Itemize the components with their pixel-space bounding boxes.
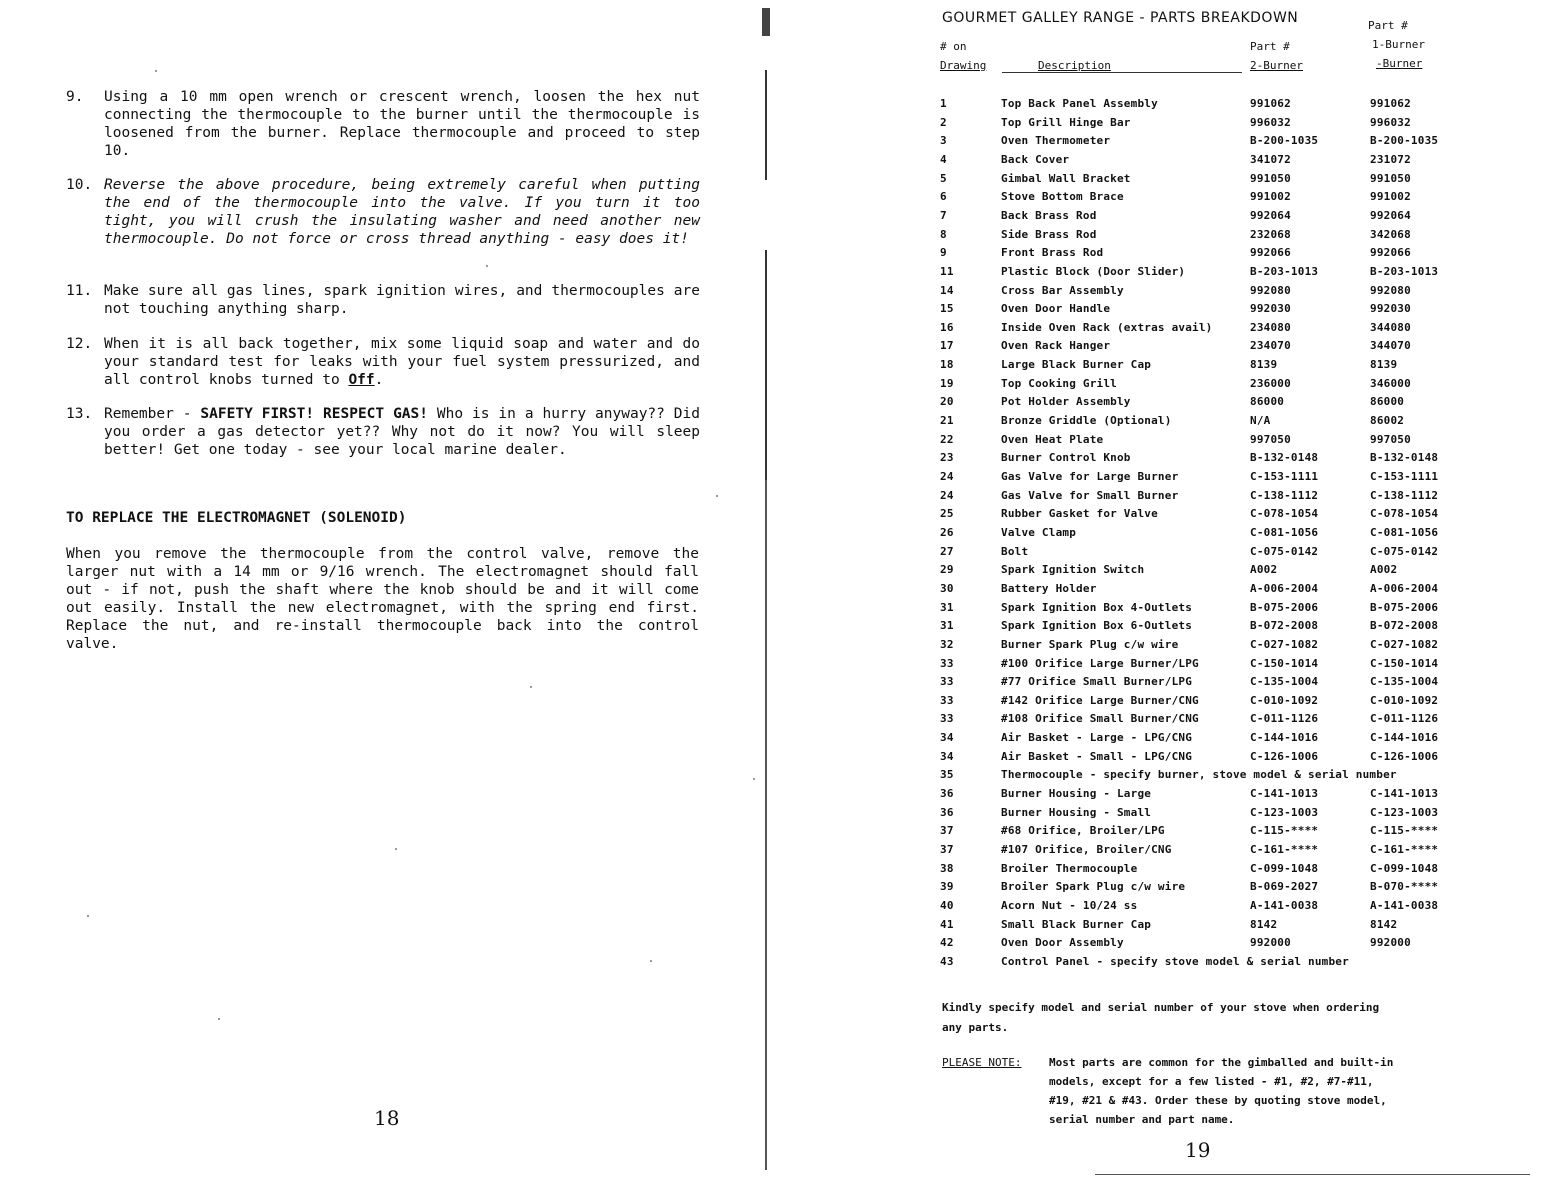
part-number-2-burner: B-072-2008: [1250, 619, 1319, 633]
step-number: 11.: [66, 283, 93, 299]
part-number-2-burner: 8139: [1250, 358, 1278, 372]
part-number-1-burner: 86002: [1370, 414, 1405, 427]
step-number: 9.: [66, 89, 84, 105]
part-description: Oven Door Assembly: [1001, 936, 1124, 950]
part-number-1-burner: C-126-1006: [1370, 749, 1439, 763]
part-number-1-burner: 992030: [1370, 302, 1411, 316]
section-heading: TO REPLACE THE ELECTROMAGNET (SOLENOID): [66, 510, 407, 526]
part-drawing-number: 36: [940, 805, 954, 819]
part-number-1-burner: 996032: [1370, 115, 1411, 129]
part-description: #77 Orifice Small Burner/LPG: [1001, 675, 1193, 689]
spine-line: [765, 480, 767, 1170]
part-number-2-burner: 991062: [1250, 97, 1291, 110]
part-description: Bolt: [1001, 544, 1029, 558]
part-description: Back Brass Rod: [1001, 208, 1097, 222]
header-num-line2: Drawing: [940, 59, 987, 72]
part-number-1-burner: 344070: [1370, 339, 1411, 353]
part-number-2-burner: 8142: [1250, 917, 1278, 931]
part-number-1-burner: B-070-****: [1370, 880, 1439, 894]
part-number-2-burner: 991050: [1250, 171, 1291, 185]
part-number-2-burner: 232068: [1250, 227, 1291, 241]
part-drawing-number: 11: [940, 264, 954, 278]
header-p1-line2: -Burner: [1376, 57, 1423, 70]
step-text: Using a 10 mm open wrench or crescent wrench, loosen the hex nut connecting the thermocouple to the burner until the thermocouple is loosened from the burner. Replace thermocouple and proceed to step 10.: [104, 89, 709, 159]
part-description: Burner Control Knob: [1001, 451, 1131, 465]
part-number-2-burner: A-006-2004: [1250, 581, 1319, 595]
part-number-1-burner: 86000: [1370, 395, 1405, 409]
part-description: Cross Bar Assembly: [1001, 283, 1124, 297]
step-text: [104, 335, 709, 389]
header-p1-line1: 1-Burner: [1372, 38, 1425, 51]
part-description: Inside Oven Rack (extras avail): [1001, 320, 1213, 334]
part-description: Battery Holder: [1001, 581, 1097, 595]
part-number-2-burner: C-150-1014: [1250, 656, 1319, 670]
part-description: Top Back Panel Assembly: [1001, 97, 1158, 110]
step-10: [66, 176, 709, 266]
part-drawing-number: 20: [940, 395, 954, 409]
page-number: 19: [1185, 1138, 1211, 1162]
part-drawing-number: 34: [940, 731, 954, 745]
kindly-line-2: any parts.: [942, 1021, 1009, 1034]
part-drawing-number: 22: [940, 432, 954, 446]
part-number-2-burner: C-011-1126: [1250, 712, 1319, 726]
part-description: Spark Ignition Switch: [1001, 563, 1145, 577]
step-11: [66, 282, 709, 322]
part-number-2-burner: 992064: [1250, 208, 1291, 222]
part-number-1-burner: C-115-****: [1370, 824, 1439, 838]
part-number-2-burner: B-075-2006: [1250, 600, 1319, 614]
step-12: [66, 335, 709, 390]
part-number-1-burner: C-123-1003: [1370, 805, 1439, 819]
part-drawing-number: 35: [940, 768, 954, 782]
part-drawing-number: 27: [940, 544, 954, 558]
part-number-2-burner: C-141-1013: [1250, 787, 1319, 800]
part-description: Acorn Nut - 10/24 ss: [1001, 898, 1138, 912]
part-drawing-number: 34: [940, 749, 954, 763]
part-number-2-burner: C-135-1004: [1250, 675, 1319, 689]
part-number-2-burner: C-027-1082: [1250, 637, 1319, 651]
header-description: Description: [1038, 59, 1111, 72]
part-number-1-burner: C-161-****: [1370, 843, 1439, 856]
part-description: Rubber Gasket for Valve: [1001, 507, 1158, 521]
part-drawing-number: 17: [940, 339, 954, 353]
speck: [650, 960, 652, 962]
part-number-1-burner: 992064: [1370, 208, 1411, 222]
part-drawing-number: 5: [940, 171, 947, 185]
part-number-2-burner: C-078-1054: [1250, 507, 1319, 521]
part-drawing-number: 7: [940, 208, 947, 222]
right-page: [770, 0, 1547, 1199]
part-drawing-number: 30: [940, 581, 954, 595]
part-description: #142 Orifice Large Burner/CNG: [1001, 693, 1199, 707]
part-drawing-number: 2: [940, 115, 947, 129]
part-drawing-number: 21: [940, 414, 954, 427]
part-description: Burner Housing - Large: [1001, 787, 1152, 800]
speck: [218, 1018, 220, 1020]
part-drawing-number: 37: [940, 824, 954, 838]
left-page: [0, 0, 765, 1199]
speck: [155, 70, 157, 72]
part-number-1-burner: C-138-1112: [1370, 488, 1439, 502]
part-description: Air Basket - Small - LPG/CNG: [1001, 749, 1193, 763]
part-drawing-number: 39: [940, 880, 954, 894]
part-drawing-number: 31: [940, 619, 954, 633]
part-drawing-number: 15: [940, 302, 954, 316]
note-line-4: serial number and part name.: [1049, 1113, 1235, 1126]
part-drawing-number: 38: [940, 861, 954, 875]
part-drawing-number: 31: [940, 600, 954, 614]
speck: [87, 915, 89, 917]
spine-line: [765, 250, 767, 480]
part-drawing-number: 24: [940, 488, 954, 502]
part-description: Oven Door Handle: [1001, 302, 1111, 316]
part-drawing-number: 37: [940, 843, 954, 856]
part-drawing-number: 40: [940, 898, 954, 912]
part-number-2-burner: C-075-0142: [1250, 544, 1319, 558]
part-number-2-burner: C-010-1092: [1250, 693, 1319, 707]
part-drawing-number: 32: [940, 637, 954, 651]
part-description: Stove Bottom Brace: [1001, 190, 1124, 204]
part-number-2-burner: C-081-1056: [1250, 526, 1319, 539]
part-drawing-number: 23: [940, 451, 954, 465]
part-drawing-number: 29: [940, 563, 954, 577]
part-number-1-burner: B-075-2006: [1370, 600, 1439, 614]
part-description: Thermocouple - specify burner, stove model & serial number: [1001, 768, 1397, 782]
part-description: Gas Valve for Small Burner: [1001, 488, 1179, 502]
step-text-body: When it is all back together, mix some liquid soap and water and do your standard test for leaks with your fuel system pressurized, and all control knobs turned to: [104, 336, 709, 388]
part-drawing-number: 25: [940, 507, 954, 521]
part-number-1-burner: C-141-1013: [1370, 787, 1439, 800]
part-description: Oven Thermometer: [1001, 134, 1111, 148]
part-drawing-number: 36: [940, 787, 954, 800]
part-number-2-burner: B-069-2027: [1250, 880, 1319, 894]
part-drawing-number: 18: [940, 358, 954, 372]
bottom-rule: [1095, 1174, 1530, 1175]
part-number-1-burner: C-078-1054: [1370, 507, 1439, 521]
part-number-1-burner: B-203-1013: [1370, 264, 1439, 278]
part-description: #100 Orifice Large Burner/LPG: [1001, 656, 1199, 670]
part-description: #108 Orifice Small Burner/CNG: [1001, 712, 1199, 726]
note-line-2: models, except for a few listed - #1, #2, #7-#11,: [1049, 1075, 1374, 1088]
part-number-2-burner: C-161-****: [1250, 843, 1319, 856]
part-number-2-burner: 86000: [1250, 395, 1285, 409]
part-number-1-burner: C-010-1092: [1370, 693, 1439, 707]
part-number-1-burner: C-081-1056: [1370, 526, 1439, 539]
part-drawing-number: 14: [940, 283, 954, 297]
part-drawing-number: 24: [940, 470, 954, 483]
part-number-2-burner: C-126-1006: [1250, 749, 1319, 763]
page-number: 18: [374, 1106, 400, 1130]
speck: [395, 848, 397, 850]
part-number-1-burner: 992080: [1370, 283, 1411, 297]
part-description: Gimbal Wall Bracket: [1001, 171, 1131, 185]
safety-emphasis: SAFETY FIRST! RESPECT GAS!: [200, 406, 428, 422]
part-description: Bronze Griddle (Optional): [1001, 414, 1172, 427]
part-drawing-number: 33: [940, 656, 954, 670]
part-number-1-burner: A-006-2004: [1370, 581, 1439, 595]
part-drawing-number: 8: [940, 227, 947, 241]
part-number-2-burner: 234070: [1250, 339, 1291, 353]
part-number-1-burner: C-135-1004: [1370, 675, 1439, 689]
part-number-2-burner: C-138-1112: [1250, 488, 1319, 502]
step-number: 10.: [66, 177, 93, 193]
speck: [486, 265, 488, 267]
part-description: Gas Valve for Large Burner: [1001, 470, 1179, 483]
part-description: Front Brass Rod: [1001, 246, 1104, 260]
part-number-1-burner: 992000: [1370, 936, 1411, 950]
part-number-2-burner: 992030: [1250, 302, 1291, 316]
part-description: Oven Rack Hanger: [1001, 339, 1111, 353]
part-drawing-number: 6: [940, 190, 947, 204]
part-drawing-number: 1: [940, 97, 947, 110]
part-description: Pot Holder Assembly: [1001, 395, 1131, 409]
header-p2-line2: 2-Burner: [1250, 59, 1303, 72]
part-number-1-burner: B-200-1035: [1370, 134, 1439, 148]
part-number-1-burner: C-011-1126: [1370, 712, 1439, 726]
note-line-1: Most parts are common for the gimballed and built-in: [1049, 1056, 1394, 1069]
part-number-1-burner: C-075-0142: [1370, 544, 1439, 558]
part-number-2-burner: 997050: [1250, 432, 1291, 446]
part-number-2-burner: 234080: [1250, 320, 1291, 334]
part-number-2-burner: 996032: [1250, 115, 1291, 129]
part-drawing-number: 19: [940, 376, 954, 390]
part-drawing-number: 33: [940, 693, 954, 707]
part-number-1-burner: 8142: [1370, 917, 1398, 931]
part-description: Top Cooking Grill: [1001, 376, 1117, 390]
note-line-3: #19, #21 & #43. Order these by quoting stove model,: [1049, 1094, 1387, 1107]
parts-title: GOURMET GALLEY RANGE - PARTS BREAKDOWN: [942, 10, 1299, 26]
speck: [716, 495, 718, 497]
part-description: #107 Orifice, Broiler/CNG: [1001, 843, 1172, 856]
off-emphasis: Off: [348, 372, 375, 388]
part-number-1-burner: C-099-1048: [1370, 861, 1439, 875]
part-number-2-burner: 992000: [1250, 936, 1291, 950]
part-number-1-burner: C-150-1014: [1370, 656, 1439, 670]
spine-line: [765, 70, 767, 180]
part-number-2-burner: C-099-1048: [1250, 861, 1319, 875]
part-number-2-burner: B-200-1035: [1250, 134, 1319, 148]
part-number-1-burner: 344080: [1370, 320, 1411, 334]
part-description: Broiler Thermocouple: [1001, 861, 1138, 875]
part-description: Oven Heat Plate: [1001, 432, 1104, 446]
part-description: Large Black Burner Cap: [1001, 358, 1152, 372]
part-description: #68 Orifice, Broiler/LPG: [1001, 824, 1165, 838]
part-number-1-burner: 8139: [1370, 358, 1398, 372]
part-drawing-number: 4: [940, 152, 947, 166]
part-number-1-burner: 992066: [1370, 246, 1411, 260]
step-text: Reverse the above procedure, being extremely careful when putting the end of the thermocouple into the valve. If you turn it too tight, you will crush the insulating washer and need another new thermocouple. Do not force or cross thread anything - easy does it!: [104, 177, 709, 247]
part-description: Broiler Spark Plug c/w wire: [1001, 880, 1186, 894]
part-number-2-burner: 992066: [1250, 246, 1291, 260]
part-number-2-burner: 992080: [1250, 283, 1291, 297]
part-drawing-number: 42: [940, 936, 954, 950]
part-number-1-burner: C-027-1082: [1370, 637, 1439, 651]
part-number-2-burner: A002: [1250, 563, 1278, 577]
step-text: Make sure all gas lines, spark ignition wires, and thermocouples are not touching anything sharp.: [104, 283, 709, 317]
part-drawing-number: 26: [940, 526, 954, 539]
part-number-1-burner: 231072: [1370, 152, 1411, 166]
part-number-1-burner: 346000: [1370, 376, 1411, 390]
part-description: Control Panel - specify stove model & serial number: [1001, 954, 1349, 968]
step-text-tail: Who is in a hurry anyway?? Did you order a gas detector yet?? Why not do it now? You will sleep better! Get one today - see your local marine dealer.: [104, 406, 709, 458]
part-number-1-burner: 991062: [1370, 97, 1411, 110]
step-text-tail: .: [374, 372, 384, 388]
kindly-line-1: Kindly specify model and serial number of your stove when ordering: [942, 1001, 1380, 1014]
header-p1-line0: Part #: [1368, 19, 1408, 32]
header-p2-line1: Part #: [1250, 40, 1290, 53]
part-drawing-number: 43: [940, 954, 954, 968]
part-drawing-number: 33: [940, 712, 954, 726]
part-number-2-burner: C-123-1003: [1250, 805, 1319, 819]
step-number: 12.: [66, 336, 93, 352]
step-text-body: Remember -: [104, 406, 201, 422]
part-description: Burner Spark Plug c/w wire: [1001, 637, 1179, 651]
part-number-2-burner: 991002: [1250, 190, 1291, 204]
step-9: [66, 88, 709, 163]
part-description: Burner Housing - Small: [1001, 805, 1152, 819]
part-number-1-burner: 991050: [1370, 171, 1411, 185]
speck: [753, 778, 755, 780]
part-number-2-burner: 341072: [1250, 152, 1291, 166]
part-drawing-number: 33: [940, 675, 954, 689]
part-number-1-burner: C-144-1016: [1370, 731, 1439, 745]
part-number-2-burner: C-144-1016: [1250, 731, 1319, 745]
part-description: Top Grill Hinge Bar: [1001, 115, 1131, 129]
header-num-line1: # on: [940, 40, 967, 53]
speck: [530, 686, 532, 688]
part-drawing-number: 41: [940, 917, 954, 931]
part-number-2-burner: A-141-0038: [1250, 898, 1319, 912]
part-description: Side Brass Rod: [1001, 227, 1097, 241]
part-description: Small Black Burner Cap: [1001, 917, 1152, 931]
part-drawing-number: 9: [940, 246, 947, 260]
part-description: Air Basket - Large - LPG/CNG: [1001, 731, 1193, 745]
part-number-1-burner: C-153-1111: [1370, 470, 1439, 483]
section-paragraph: When you remove the thermocouple from the control valve, remove the larger nut with a 14 mm or 9/16 wrench. The electromagnet should fall out - if not, push the shaft where the knob should be and it will come out easily. Install the new electromagnet, with the spring end first. Replace the nut, and re-install thermocouple back into the control valve.: [66, 546, 699, 652]
part-number-1-burner: A002: [1370, 563, 1398, 577]
part-drawing-number: 16: [940, 320, 954, 334]
part-drawing-number: 3: [940, 134, 947, 148]
step-13: [66, 405, 709, 480]
step-number: 13.: [66, 406, 93, 422]
part-number-1-burner: 997050: [1370, 432, 1411, 446]
part-number-1-burner: 991002: [1370, 190, 1411, 204]
part-number-1-burner: B-132-0148: [1370, 451, 1439, 465]
part-number-1-burner: B-072-2008: [1370, 619, 1439, 633]
part-number-2-burner: N/A: [1250, 414, 1271, 427]
header-rule: [1002, 72, 1242, 73]
part-description: Valve Clamp: [1001, 526, 1077, 539]
note-label: PLEASE NOTE:: [942, 1056, 1022, 1069]
part-description: Spark Ignition Box 4-Outlets: [1001, 600, 1193, 614]
part-description: Plastic Block (Door Slider): [1001, 264, 1186, 278]
part-number-2-burner: C-153-1111: [1250, 470, 1319, 483]
part-number-1-burner: 342068: [1370, 227, 1411, 241]
step-text: [104, 405, 709, 459]
part-number-2-burner: C-115-****: [1250, 824, 1319, 838]
part-number-1-burner: A-141-0038: [1370, 898, 1439, 912]
part-description: Back Cover: [1001, 152, 1070, 166]
part-description: Spark Ignition Box 6-Outlets: [1001, 619, 1193, 633]
part-number-2-burner: 236000: [1250, 376, 1291, 390]
part-number-2-burner: B-203-1013: [1250, 264, 1319, 278]
part-number-2-burner: B-132-0148: [1250, 451, 1319, 465]
